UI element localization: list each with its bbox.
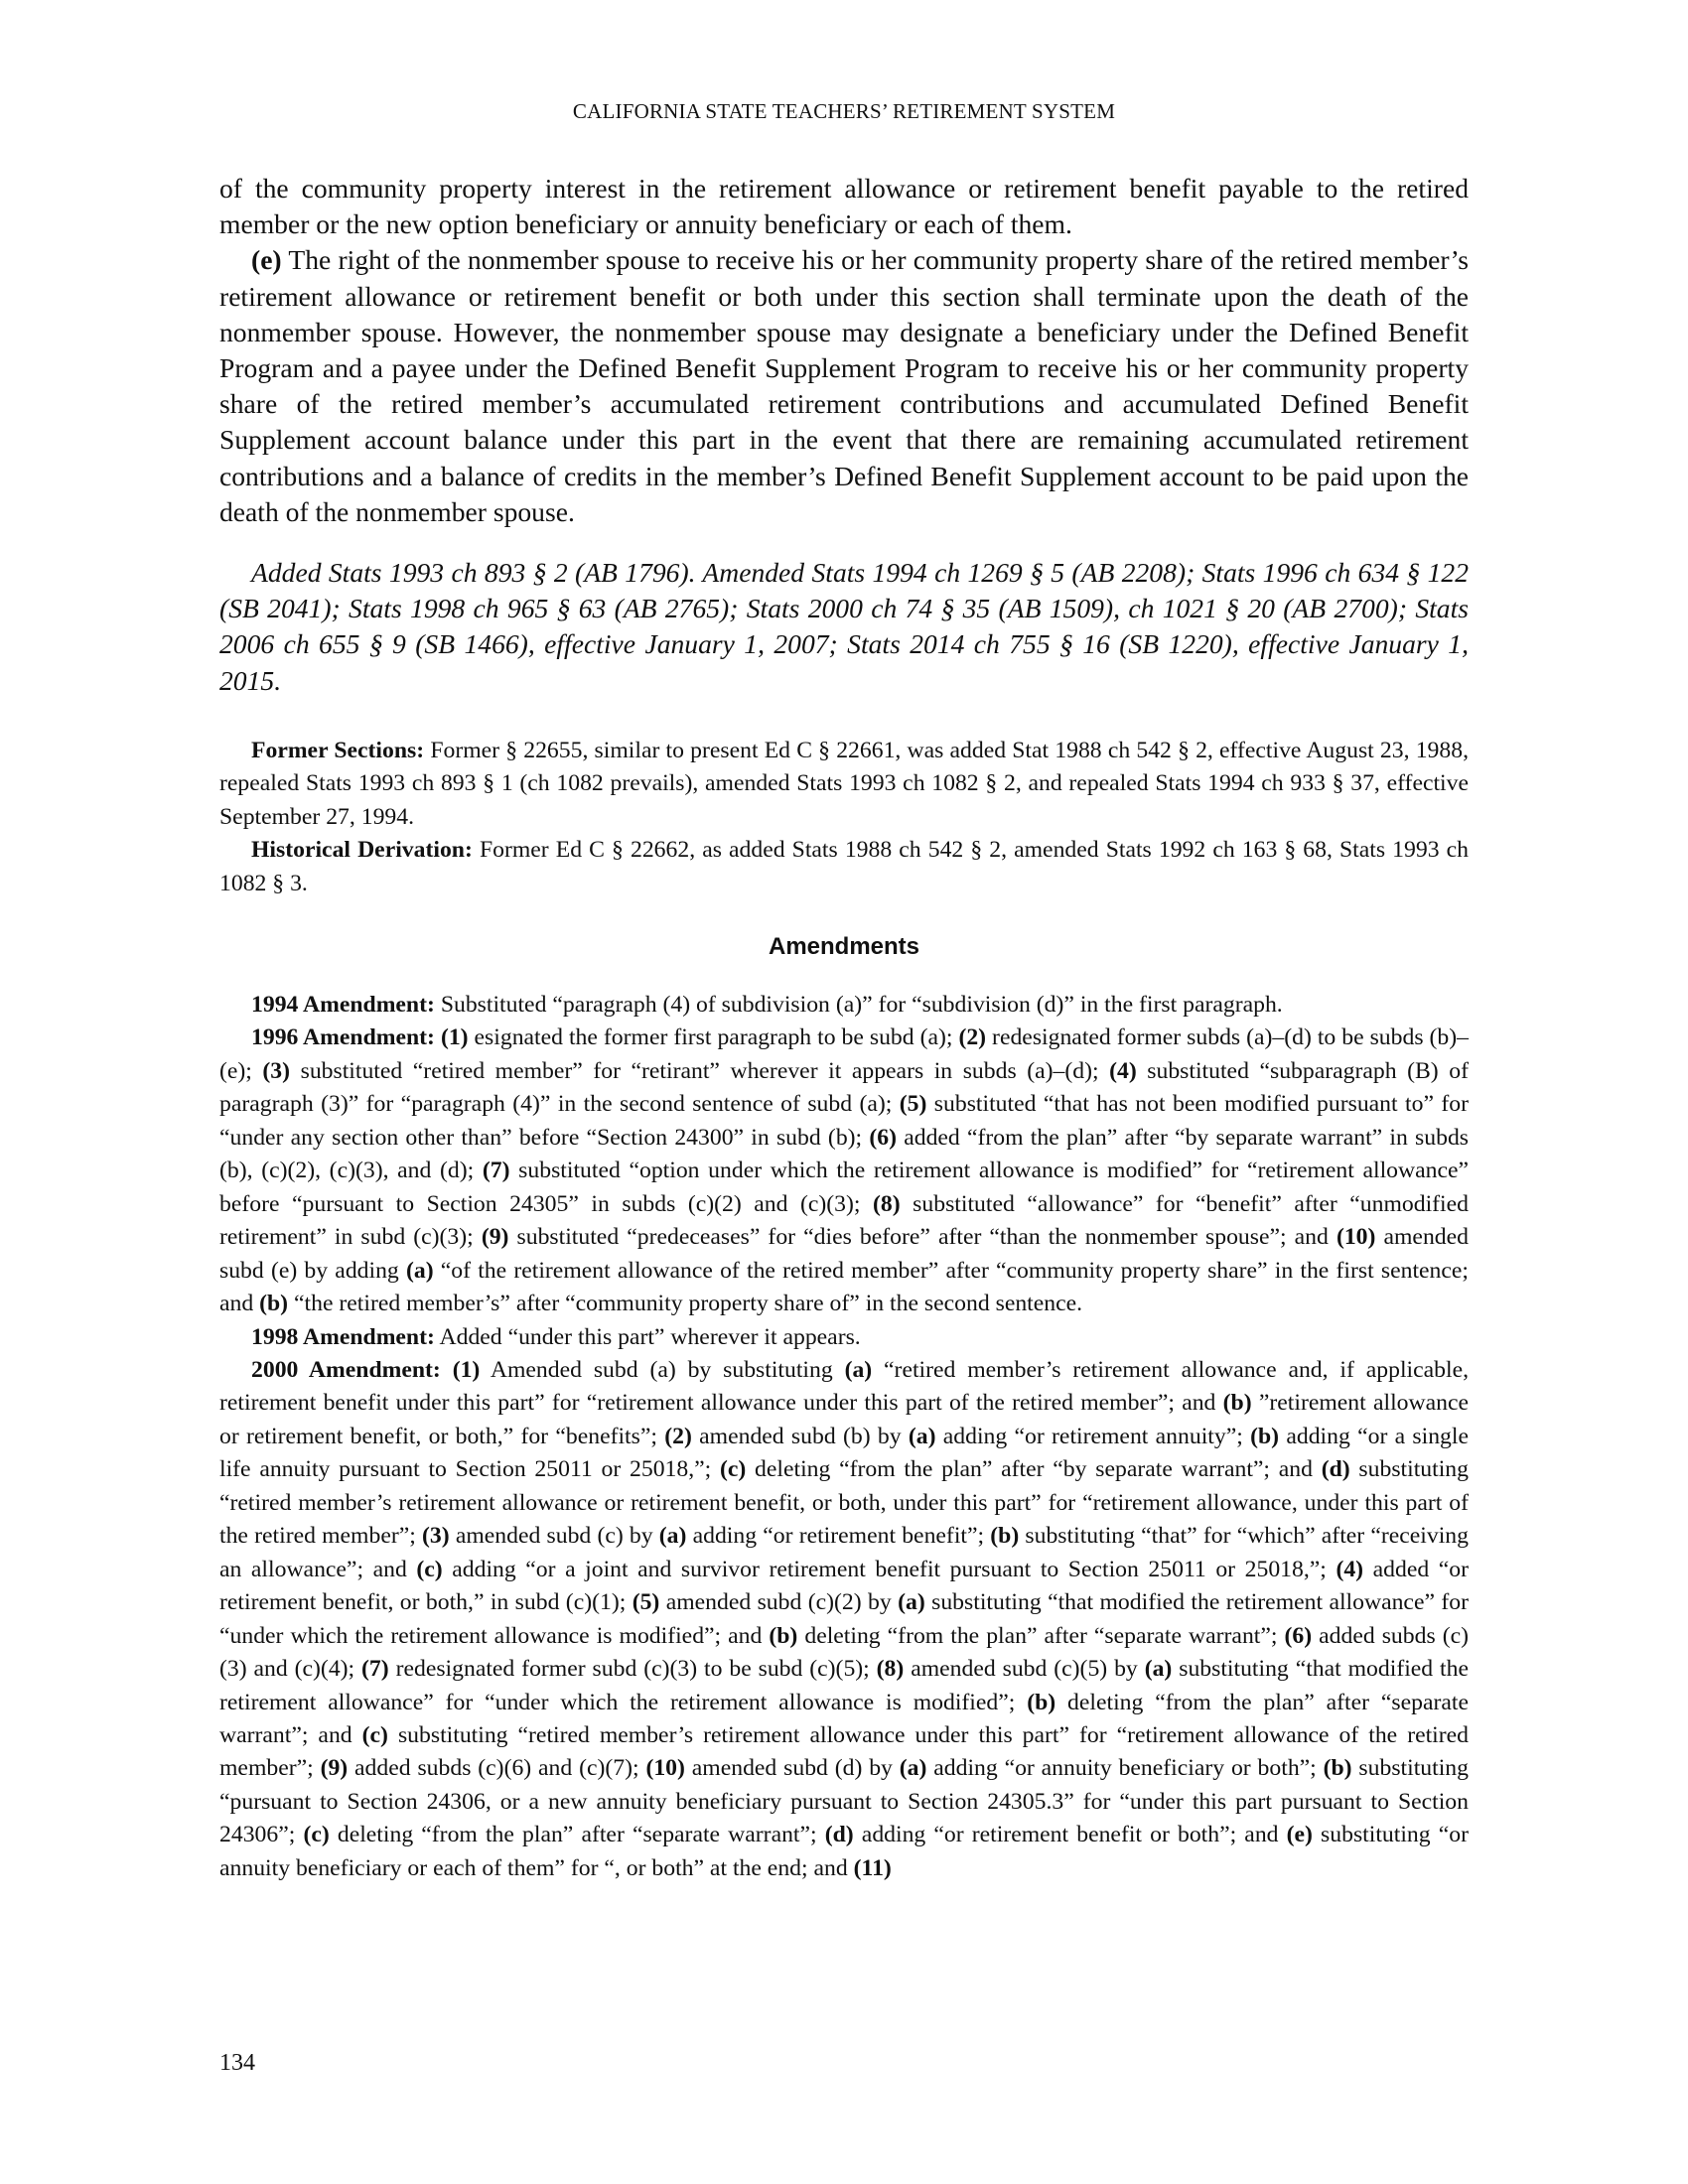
bold-marker: (a) — [1144, 1656, 1173, 1683]
amendment-text-run: substituting “or annuity beneficiary or each of them” for “, or both” at the end; and — [219, 1822, 1469, 1881]
bold-marker: (b) — [1027, 1689, 1056, 1715]
historical-derivation-text: Former Ed C § 22662, as added Stats 1988 ch 542 § 2, amended Stats 1992 ch 163 § 68, Stats 1993 ch 1082 § 3. — [219, 837, 1469, 896]
amendment-text-run: substituting “that modified the retirement allowance” for “under which the retirement allowance is modified”; and — [219, 1589, 1469, 1649]
bold-marker: (b) — [1250, 1423, 1280, 1449]
bold-marker: (d) — [824, 1822, 854, 1848]
bold-marker: (b) — [1222, 1390, 1252, 1417]
bold-marker: (2) — [664, 1423, 692, 1449]
amendment-text-run: substituting “that modified the retirement allowance” for “under which the retirement allowance is modified”; — [219, 1656, 1469, 1715]
bold-marker: (a) — [844, 1356, 873, 1383]
bold-marker: (b) — [259, 1291, 289, 1317]
bold-marker: 2000 Amendment: — [251, 1356, 441, 1383]
bold-marker: (c) — [361, 1721, 388, 1748]
bold-marker: (11) — [853, 1854, 892, 1881]
bold-marker: (6) — [869, 1124, 897, 1151]
bold-marker: (d) — [1321, 1456, 1350, 1483]
former-sections-label: Former Sections: — [251, 738, 425, 763]
bold-marker: (1) — [452, 1356, 481, 1383]
bold-marker: (b) — [1323, 1755, 1352, 1782]
former-sections-note — [219, 735, 1469, 834]
amendment-text-run: amended subd (c)(2) by — [659, 1589, 899, 1616]
amendment-text-run: added subds (c)(3) and (c)(4); — [219, 1622, 1469, 1683]
amendment-text-run: “the retired member’s” after “community property share of” in the second sentence. — [288, 1291, 1083, 1317]
amendment-text-run: substituted “predeceases” for “dies before” after “than the nonmember spouse”; and — [508, 1224, 1336, 1251]
amendment-text-run: substituting “pursuant to Section 24306, or a new annuity beneficiary pursuant to Section 24305.3” for “under this part pursuant to Section 24306”; — [219, 1755, 1469, 1848]
historical-derivation-label: Historical Derivation: — [251, 837, 473, 864]
subdivision-text: The right of the nonmember spouse to receive his or her community property share of the retired member’s retirement allowance or retirement benefit or both under this section shall terminate upon the death of the nonmember spouse. However, the nonmember spouse may designate a beneficiary under the Defined Benefit Program and a payee under the Defined Benefit Supplement Program to receive his or her community property share of the retired member’s accumulated retirement contributions and accumulated Defined Benefit Supplement account balance under this part in the event that there are remaining accumulated retirement contributions and a balance of credits in the member’s Defined Benefit Supplement account to be paid upon the death of the nonmember spouse. — [219, 244, 1469, 527]
amendment-text-run: deleting “from the plan” after “separate warrant”; and — [219, 1689, 1469, 1748]
bold-marker: (3) — [422, 1523, 450, 1550]
bold-marker: (10) — [1336, 1224, 1376, 1251]
statute-text — [219, 171, 1469, 530]
amendments-list — [219, 989, 1469, 1885]
bold-marker: (7) — [482, 1158, 510, 1184]
amendment-text-run: substituting “retired member’s retirement allowance or retirement benefit, or both, under this part” for “retirement allowance, under this part of the retired member”; — [219, 1456, 1469, 1550]
amendment-text-run: deleting “from the plan” after “separate warrant”; — [797, 1622, 1285, 1649]
bold-marker: (b) — [990, 1523, 1020, 1550]
bold-marker: (a) — [405, 1257, 434, 1284]
amendment-1996 — [219, 1022, 1469, 1320]
amendment-text-run: adding “or retirement annuity”; — [935, 1423, 1251, 1449]
amendment-text-run: redesignated former subds (a)–(d) to be subds (b)–(e); — [219, 1024, 1469, 1084]
bold-marker: (2) — [958, 1024, 987, 1051]
amendments-heading: Amendments — [768, 933, 920, 960]
amendment-text-run: “of the retirement allowance of the retired member” after “community property share” in the first sentence; and — [219, 1257, 1469, 1317]
amendment-label: 1998 Amendment: — [251, 1323, 435, 1350]
amendment-text-run: adding “or retirement benefit or both”; and — [853, 1822, 1287, 1848]
bold-marker: (5) — [899, 1091, 927, 1118]
bold-marker: (1) — [440, 1024, 469, 1051]
amendment-text-run: added subds (c)(6) and (c)(7); — [348, 1755, 646, 1782]
legislative-history — [219, 555, 1469, 699]
amendment-text-run: amended subd (d) by — [684, 1755, 900, 1782]
bold-marker: 1996 Amendment: — [251, 1024, 435, 1051]
history-note: Added Stats 1993 ch 893 § 2 (AB 1796). Amended Stats 1994 ch 1269 § 5 (AB 2208); Stats 1996 ch 634 § 122 (SB 2041); Stats 1998 ch 965 § 63 (AB 2765); Stats 2000 ch 74 § 35 (AB 1509), ch 1021 § 20 (AB 2700); Stats 2006 ch 655 § 9 (SB 1466), effective January 1, 2007; Stats 2014 ch 755 § 16 (SB 1220), effective January 1, 2015. — [219, 557, 1469, 696]
bold-marker: (7) — [361, 1656, 389, 1683]
bold-marker: (c) — [720, 1456, 747, 1483]
amendment-text-run: amended subd (e) by adding — [219, 1224, 1469, 1284]
bold-marker: (a) — [908, 1423, 936, 1449]
bold-marker: (a) — [658, 1523, 687, 1550]
bold-marker: (c) — [416, 1556, 443, 1582]
page-number: 134 — [219, 2050, 255, 2076]
bold-marker: (a) — [898, 1589, 925, 1616]
amendment-text-run: substituted “allowance” for “benefit” after “unmodified retirement” in subd (c)(3); — [219, 1190, 1469, 1251]
amendment-text-run — [441, 1357, 453, 1383]
amendment-1994 — [219, 989, 1469, 1022]
amendment-text-run: redesignated former subd (c)(3) to be subd (c)(5); — [388, 1656, 877, 1683]
bold-marker: (a) — [899, 1755, 927, 1782]
amendment-text-run: esignated the former first paragraph to be subd (a); — [468, 1024, 959, 1051]
amendment-text-run: adding “or a single life annuity pursuant to Section 25011 or 25018,”; — [219, 1423, 1469, 1483]
amendment-text-run: adding “or retirement benefit”; — [686, 1523, 991, 1550]
former-sections-text: Former § 22655, similar to present Ed C § 22661, was added Stat 1988 ch 542 § 2, effective August 23, 1988, repealed Stats 1993 ch 893 § 1 (ch 1082 prevails), amended Stats 1993 ch 1082 § 2, and repealed Stats 1994 ch 933 § 37, effective September 27, 1994. — [219, 738, 1470, 830]
amendment-text-run: substituted “option under which the retirement allowance is modified” for “retirement allowance” before “pursuant to Section 24305” in subds (c)(2) and (c)(3); — [219, 1158, 1470, 1217]
amendment-text-run: amended subd (c)(5) by — [904, 1656, 1145, 1683]
amendment-text-run: adding “or annuity beneficiary or both”; — [926, 1755, 1324, 1782]
amendment-text-run: substituted “retired member” for “retirant” wherever it appears in subds (a)–(d); — [290, 1057, 1110, 1084]
bold-marker: (5) — [632, 1589, 660, 1616]
statute-paragraph-e — [219, 242, 1469, 530]
amendment-text-run: substituting “that” for “which” after “receiving an allowance”; and — [219, 1523, 1469, 1582]
bold-marker: (9) — [481, 1224, 509, 1251]
running-header: CALIFORNIA STATE TEACHERS’ RETIREMENT SYSTEM — [572, 99, 1116, 123]
amendment-text: Added “under this part” wherever it appears. — [434, 1323, 861, 1350]
bold-marker: (4) — [1109, 1057, 1137, 1084]
amendment-text-run: adding “or a joint and survivor retirement benefit pursuant to Section 25011 or 25018,”; — [442, 1556, 1336, 1582]
amendment-text-run: amended subd (b) by — [691, 1423, 909, 1449]
amendment-text: Substituted “paragraph (4) of subdivision (a)” for “subdivision (d)” in the first paragraph. — [434, 992, 1283, 1018]
bold-marker: (8) — [876, 1656, 905, 1683]
bold-marker: (c) — [303, 1822, 330, 1848]
bold-marker: (b) — [769, 1622, 798, 1649]
amendment-text-run: added “from the plan” after “by separate warrant” in subds (b), (c)(2), (c)(3), and (d); — [219, 1124, 1470, 1184]
subdivision-label: (e) — [251, 244, 282, 276]
amendment-label: 1994 Amendment: — [251, 992, 435, 1018]
amendment-1998 — [219, 1321, 1469, 1354]
amendment-2000 — [219, 1354, 1469, 1885]
bold-marker: (8) — [873, 1190, 901, 1217]
bold-marker: (9) — [320, 1755, 349, 1782]
bold-marker: (4) — [1336, 1556, 1364, 1582]
amendment-text-run: substituting “retired member’s retirement allowance under this part” for “retirement allowance of the retired member”; — [219, 1721, 1469, 1782]
bold-marker: (e) — [1286, 1822, 1313, 1848]
amendment-text-run: amended subd (c) by — [449, 1523, 659, 1550]
amendment-text-run: deleting “from the plan” after “separate warrant”; — [329, 1822, 825, 1848]
amendment-text-run: substituted “that has not been modified pursuant to” for “under any section other than” before “Section 24300” in subd (b); — [219, 1091, 1469, 1151]
statute-paragraph-continued: of the community property interest in the retirement allowance or retirement benefit payable to the retired member or the new option beneficiary or annuity beneficiary or each of them. — [219, 173, 1469, 240]
section-notes — [219, 735, 1469, 900]
amendment-text-run: “retired member’s retirement allowance and, if applicable, retirement benefit under this part” for “retirement allowance under this part of the retired member”; and — [219, 1356, 1470, 1417]
bold-marker: (6) — [1284, 1622, 1313, 1649]
amendment-text-run: added “or retirement benefit, or both,” in subd (c)(1); — [219, 1556, 1469, 1616]
bold-marker: (3) — [262, 1057, 291, 1084]
historical-derivation-note — [219, 834, 1469, 900]
amendment-text-run: substituted “subparagraph (B) of paragraph (3)” for “paragraph (4)” in the second sentence of subd (a); — [219, 1057, 1469, 1118]
amendment-text-run: Amended subd (a) by substituting — [480, 1356, 845, 1383]
amendment-text-run: ”retirement allowance or retirement benefit, or both,” for “benefits”; — [219, 1390, 1470, 1449]
bold-marker: (10) — [645, 1755, 685, 1782]
amendment-text-run: deleting “from the plan” after “by separate warrant”; and — [746, 1456, 1322, 1483]
